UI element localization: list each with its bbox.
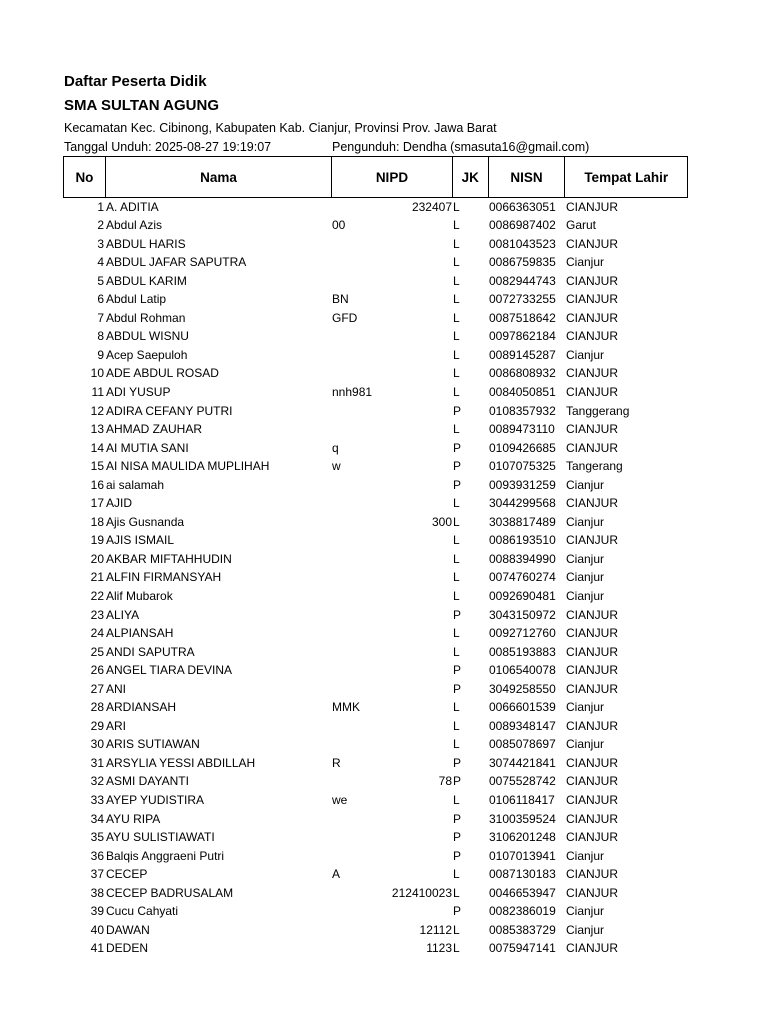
cell-nisn: 0085078697 [489, 737, 556, 752]
cell-nama: AYU SULISTIAWATI [106, 830, 215, 845]
cell-nisn: 0085383729 [489, 922, 556, 937]
table-row [0, 550, 768, 569]
cell-tempat-lahir: Cianjur [566, 904, 605, 919]
cell-no: 20 [90, 551, 104, 566]
cell-nama: Ajis Gusnanda [106, 514, 185, 529]
cell-nisn: 0092690481 [489, 588, 556, 603]
cell-jk: L [453, 292, 460, 307]
cell-jk: L [453, 384, 460, 399]
table-row [0, 661, 768, 680]
table-row [0, 216, 768, 235]
cell-nisn: 0089145287 [489, 347, 556, 362]
table-row [0, 457, 768, 476]
cell-tempat-lahir: CIANJUR [566, 644, 619, 659]
cell-nama: ANGEL TIARA DEVINA [106, 663, 233, 678]
school-name: SMA SULTAN AGUNG [64, 97, 219, 114]
cell-jk: P [453, 904, 462, 919]
cell-nama: ANDI SAPUTRA [106, 644, 195, 659]
cell-nama: ABDUL WISNU [106, 329, 189, 344]
cell-tempat-lahir: Cianjur [566, 347, 605, 362]
table-row [0, 735, 768, 754]
table-row [0, 346, 768, 365]
cell-nipd: 300 [431, 514, 452, 529]
cell-jk: L [453, 218, 460, 233]
cell-jk: L [453, 422, 460, 437]
cell-nisn: 0066363051 [489, 199, 556, 214]
cell-tempat-lahir: CIANJUR [566, 626, 619, 641]
cell-nisn: 3100359524 [489, 811, 556, 826]
table-row [0, 772, 768, 791]
cell-nisn: 3044299568 [489, 496, 556, 511]
cell-jk: L [453, 885, 460, 900]
cell-nama: AHMAD ZAUHAR [106, 422, 203, 437]
cell-nisn: 0089348147 [489, 718, 556, 733]
cell-nipd: w [332, 459, 341, 474]
cell-tempat-lahir: CIANJUR [566, 941, 619, 956]
cell-jk: L [453, 199, 460, 214]
cell-nama: ADI YUSUP [106, 384, 171, 399]
cell-nisn: 0089473110 [489, 422, 555, 437]
cell-no: 7 [97, 310, 104, 325]
cell-nipd: GFD [332, 310, 358, 325]
cell-nisn: 0106118417 [489, 793, 555, 807]
cell-nama: AI NISA MAULIDA MUPLIHAH [106, 459, 270, 474]
cell-tempat-lahir: CIANJUR [566, 440, 619, 455]
cell-nama: AJID [106, 496, 133, 511]
cell-tempat-lahir: CIANJUR [566, 607, 619, 622]
cell-nama: ALIYA [106, 607, 140, 622]
header-tempat-lahir: Tempat Lahir [584, 169, 669, 185]
table-row [0, 791, 768, 810]
cell-no: 31 [90, 755, 104, 770]
table-row [0, 828, 768, 847]
cell-no: 5 [97, 273, 104, 288]
cell-no: 28 [90, 700, 104, 715]
cell-tempat-lahir: CIANJUR [566, 496, 619, 511]
cell-no: 29 [90, 718, 104, 733]
cell-nama: Acep Saepuloh [106, 347, 188, 362]
cell-no: 41 [90, 941, 104, 956]
cell-nama: ADIRA CEFANY PUTRI [106, 403, 233, 418]
cell-jk: P [453, 774, 462, 789]
table-row [0, 810, 768, 829]
cell-nama: ABDUL HARIS [106, 236, 186, 251]
cell-no: 10 [90, 366, 104, 381]
cell-jk: L [453, 310, 460, 325]
cell-no: 26 [90, 663, 104, 678]
cell-jk: L [453, 941, 460, 956]
cell-nisn: 3038817489 [489, 514, 556, 529]
table-row [0, 698, 768, 717]
cell-no: 22 [90, 588, 104, 603]
cell-nisn: 3074421841 [489, 755, 556, 770]
cell-nipd: R [332, 755, 341, 770]
cell-nama: Cucu Cahyati [106, 904, 179, 919]
table-row [0, 902, 768, 921]
cell-nama: AYEP YUDISTIRA [106, 793, 205, 807]
cell-tempat-lahir: Cianjur [566, 570, 605, 585]
cell-nisn: 0066601539 [489, 700, 556, 715]
cell-no: 2 [97, 218, 104, 233]
cell-tempat-lahir: Tanggerang [566, 403, 630, 418]
cell-nisn: 0072733255 [489, 292, 556, 307]
cell-nama: AYU RIPA [106, 811, 161, 826]
cell-jk: P [453, 830, 462, 845]
cell-nipd: 78 [438, 774, 452, 789]
cell-tempat-lahir: CIANJUR [566, 292, 619, 307]
cell-jk: P [453, 663, 462, 678]
cell-no: 13 [90, 422, 104, 437]
cell-tempat-lahir: CIANJUR [566, 366, 619, 381]
cell-nama: ARSYLIA YESSI ABDILLAH [106, 755, 256, 770]
cell-nama: A. ADITIA [106, 199, 159, 214]
cell-nama: Abdul Rohman [106, 310, 186, 325]
table-row [0, 847, 768, 866]
table-header [63, 156, 688, 198]
cell-no: 9 [97, 347, 104, 362]
table-row [0, 568, 768, 587]
cell-nipd: we [332, 793, 348, 807]
cell-no: 16 [90, 477, 104, 492]
cell-nisn: 3106201248 [489, 830, 556, 845]
header-nipd: NIPD [332, 157, 453, 197]
cell-nisn: 0088394990 [489, 551, 556, 566]
cell-nama: ASMI DAYANTI [106, 774, 189, 789]
cell-no: 35 [90, 830, 104, 845]
table-row [0, 420, 768, 439]
cell-nama: ALFIN FIRMANSYAH [106, 570, 222, 585]
table-row [0, 476, 768, 495]
cell-nama: ADE ABDUL ROSAD [106, 366, 219, 381]
table-row [0, 198, 768, 217]
cell-tempat-lahir: CIANJUR [566, 329, 619, 344]
cell-jk: L [453, 551, 460, 566]
cell-nipd: 212410023 [391, 885, 452, 900]
cell-jk: L [453, 588, 460, 603]
table-row [0, 272, 768, 291]
cell-no: 39 [90, 904, 104, 919]
cell-jk: P [453, 477, 462, 492]
cell-nama: DEDEN [106, 941, 149, 956]
table-row [0, 290, 768, 309]
table-row [0, 402, 768, 421]
cell-tempat-lahir: CIANJUR [566, 310, 619, 325]
table-row [0, 643, 768, 662]
cell-nisn: 0086987402 [489, 218, 556, 233]
cell-jk: P [453, 607, 462, 622]
cell-no: 8 [97, 329, 104, 344]
cell-jk: L [453, 533, 460, 548]
cell-no: 37 [90, 867, 104, 882]
cell-nisn: 0109426685 [489, 440, 556, 455]
cell-jk: L [453, 273, 460, 288]
cell-nipd: MMK [332, 700, 360, 715]
cell-nisn: 0081043523 [489, 236, 556, 251]
cell-nama: Alif Mubarok [106, 588, 173, 603]
cell-jk: P [453, 755, 462, 770]
cell-nama: ARI [106, 718, 127, 733]
table-row [0, 606, 768, 625]
cell-jk: L [453, 737, 460, 752]
cell-tempat-lahir: Cianjur [566, 514, 605, 529]
cell-tempat-lahir: Cianjur [566, 551, 605, 566]
cell-tempat-lahir: Cianjur [566, 737, 605, 752]
cell-no: 1 [97, 199, 104, 214]
cell-no: 33 [90, 793, 104, 807]
cell-no: 38 [90, 885, 104, 900]
cell-tempat-lahir: CIANJUR [566, 533, 619, 548]
table-row [0, 513, 768, 532]
cell-jk: P [453, 848, 462, 863]
cell-jk: L [453, 347, 460, 362]
cell-jk: P [453, 403, 462, 418]
cell-no: 17 [90, 496, 104, 511]
table-row [0, 587, 768, 606]
cell-nipd: A [332, 867, 341, 882]
cell-no: 15 [90, 459, 104, 474]
cell-tempat-lahir: CIANJUR [566, 755, 619, 770]
cell-nama: ABDUL KARIM [106, 273, 187, 288]
table-row [0, 253, 768, 272]
cell-tempat-lahir: CIANJUR [566, 663, 619, 678]
cell-tempat-lahir: CIANJUR [566, 885, 619, 900]
cell-nisn: 0087130183 [489, 867, 556, 882]
cell-nisn: 0085193883 [489, 644, 556, 659]
table-row [0, 494, 768, 513]
cell-nisn: 0106540078 [489, 663, 556, 678]
document-title: Daftar Peserta Didik [64, 73, 207, 90]
cell-tempat-lahir: Garut [566, 218, 597, 233]
cell-nisn: 0092712760 [489, 626, 556, 641]
cell-tempat-lahir: CIANJUR [566, 199, 619, 214]
cell-nipd: 00 [332, 218, 346, 233]
cell-nisn: 0074760274 [489, 570, 556, 585]
table-row [0, 939, 768, 958]
cell-jk: P [453, 440, 462, 455]
cell-jk: P [453, 811, 462, 826]
cell-nipd: nnh981 [332, 384, 373, 399]
cell-nisn: 0093931259 [489, 477, 556, 492]
cell-nisn: 3043150972 [489, 607, 556, 622]
cell-tempat-lahir: CIANJUR [566, 273, 619, 288]
cell-jk: L [453, 329, 460, 344]
cell-jk: L [453, 255, 460, 270]
cell-no: 40 [90, 922, 104, 937]
cell-nisn: 0082386019 [489, 904, 556, 919]
cell-jk: L [453, 644, 460, 659]
table-row [0, 754, 768, 773]
cell-nama: ai salamah [106, 477, 165, 492]
cell-nama: ANI [106, 681, 127, 696]
table-row [0, 383, 768, 402]
cell-nipd: 232407 [411, 199, 452, 214]
table-row [0, 680, 768, 699]
cell-no: 34 [90, 811, 104, 826]
cell-no: 32 [90, 774, 104, 789]
cell-no: 27 [90, 681, 104, 696]
cell-nama: ARIS SUTIAWAN [106, 737, 200, 752]
cell-nama: ARDIANSAH [106, 700, 177, 715]
cell-tempat-lahir: CIANJUR [566, 384, 619, 399]
cell-tempat-lahir: CIANJUR [566, 811, 619, 826]
table-row [0, 921, 768, 940]
cell-tempat-lahir: Cianjur [566, 588, 605, 603]
cell-tempat-lahir: CIANJUR [566, 422, 619, 437]
table-row [0, 865, 768, 884]
cell-nisn: 0107075325 [489, 459, 556, 474]
cell-nisn: 0075947141 [489, 941, 556, 956]
cell-jk: L [453, 700, 460, 715]
cell-tempat-lahir: CIANJUR [566, 236, 619, 251]
cell-no: 4 [97, 255, 104, 270]
cell-tempat-lahir: CIANJUR [566, 681, 619, 696]
table-row [0, 309, 768, 328]
cell-jk: P [453, 459, 462, 474]
cell-nama: AI MUTIA SANI [106, 440, 189, 455]
header-nisn: NISN [489, 157, 566, 197]
cell-no: 24 [90, 626, 104, 641]
cell-no: 30 [90, 737, 104, 752]
cell-jk: L [453, 366, 460, 381]
table-row [0, 327, 768, 346]
cell-nama: CECEP [106, 867, 148, 882]
cell-tempat-lahir: CIANJUR [566, 774, 619, 789]
header-no: No [64, 157, 106, 197]
cell-jk: L [453, 626, 460, 641]
cell-nisn: 0086193510 [489, 533, 556, 548]
cell-jk: L [453, 236, 460, 251]
cell-tempat-lahir: Cianjur [566, 477, 605, 492]
cell-jk: L [453, 922, 460, 937]
cell-tempat-lahir: Tangerang [566, 459, 623, 474]
cell-nisn: 0087518642 [489, 310, 556, 325]
cell-no: 6 [97, 292, 104, 307]
cell-tempat-lahir: CIANJUR [566, 718, 619, 733]
cell-jk: L [453, 496, 460, 511]
cell-nisn: 0097862184 [489, 329, 556, 344]
cell-nama: ABDUL JAFAR SAPUTRA [106, 255, 247, 270]
cell-nama: Abdul Azis [106, 218, 163, 233]
cell-tempat-lahir: Cianjur [566, 848, 605, 863]
cell-nama: ALPIANSAH [106, 626, 174, 641]
cell-nisn: 0086808932 [489, 366, 556, 381]
cell-nama: CECEP BADRUSALAM [106, 885, 234, 900]
cell-no: 21 [90, 570, 104, 585]
cell-nama: AJIS ISMAIL [106, 533, 175, 548]
cell-jk: L [453, 570, 460, 585]
cell-no: 18 [90, 514, 104, 529]
cell-nipd: BN [332, 292, 349, 307]
table-row [0, 439, 768, 458]
cell-no: 12 [90, 403, 104, 418]
table-row [0, 531, 768, 550]
cell-nisn: 0086759835 [489, 255, 556, 270]
cell-nipd: q [332, 440, 339, 455]
cell-nama: Balqis Anggraeni Putri [106, 848, 225, 863]
header-jk: JK [453, 157, 489, 197]
cell-jk: L [453, 867, 460, 882]
cell-jk: L [453, 514, 460, 529]
cell-tempat-lahir: CIANJUR [566, 793, 619, 807]
cell-nisn: 0082944743 [489, 273, 556, 288]
cell-no: 23 [90, 607, 104, 622]
cell-nisn: 3049258550 [489, 681, 556, 696]
downloader-text: Pengunduh: Dendha (smasuta16@gmail.com) [332, 140, 590, 154]
cell-tempat-lahir: Cianjur [566, 700, 605, 715]
cell-jk: L [453, 718, 460, 733]
cell-tempat-lahir: Cianjur [566, 922, 605, 937]
cell-tempat-lahir: CIANJUR [566, 830, 619, 845]
cell-tempat-lahir: Cianjur [566, 255, 605, 270]
cell-jk: P [453, 681, 462, 696]
cell-nama: Abdul Latip [106, 292, 167, 307]
cell-nama: AKBAR MIFTAHHUDIN [106, 551, 232, 566]
cell-nama: DAWAN [106, 922, 150, 937]
header-nama: Nama [106, 157, 332, 197]
cell-no: 14 [90, 440, 104, 455]
cell-jk: L [453, 793, 460, 807]
cell-no: 36 [90, 848, 104, 863]
cell-nisn: 0108357932 [489, 403, 556, 418]
table-body [0, 198, 768, 958]
table-row [0, 884, 768, 903]
cell-nipd: 1123 [426, 941, 452, 956]
cell-nipd: 12112 [419, 922, 452, 937]
location-text: Kecamatan Kec. Cibinong, Kabupaten Kab. Cianjur, Provinsi Prov. Jawa Barat [64, 121, 497, 135]
cell-no: 25 [90, 644, 104, 659]
cell-no: 11 [91, 384, 104, 399]
cell-no: 3 [97, 236, 104, 251]
cell-nisn: 0084050851 [489, 384, 556, 399]
cell-nisn: 0046653947 [489, 885, 556, 900]
cell-nisn: 0075528742 [489, 774, 556, 789]
table-row [0, 364, 768, 383]
table-row [0, 235, 768, 254]
table-row [0, 624, 768, 643]
cell-nisn: 0107013941 [489, 848, 556, 863]
table-row [0, 717, 768, 736]
cell-no: 19 [90, 533, 104, 548]
download-date: Tanggal Unduh: 2025-08-27 19:19:07 [64, 140, 272, 154]
cell-tempat-lahir: CIANJUR [566, 867, 619, 882]
